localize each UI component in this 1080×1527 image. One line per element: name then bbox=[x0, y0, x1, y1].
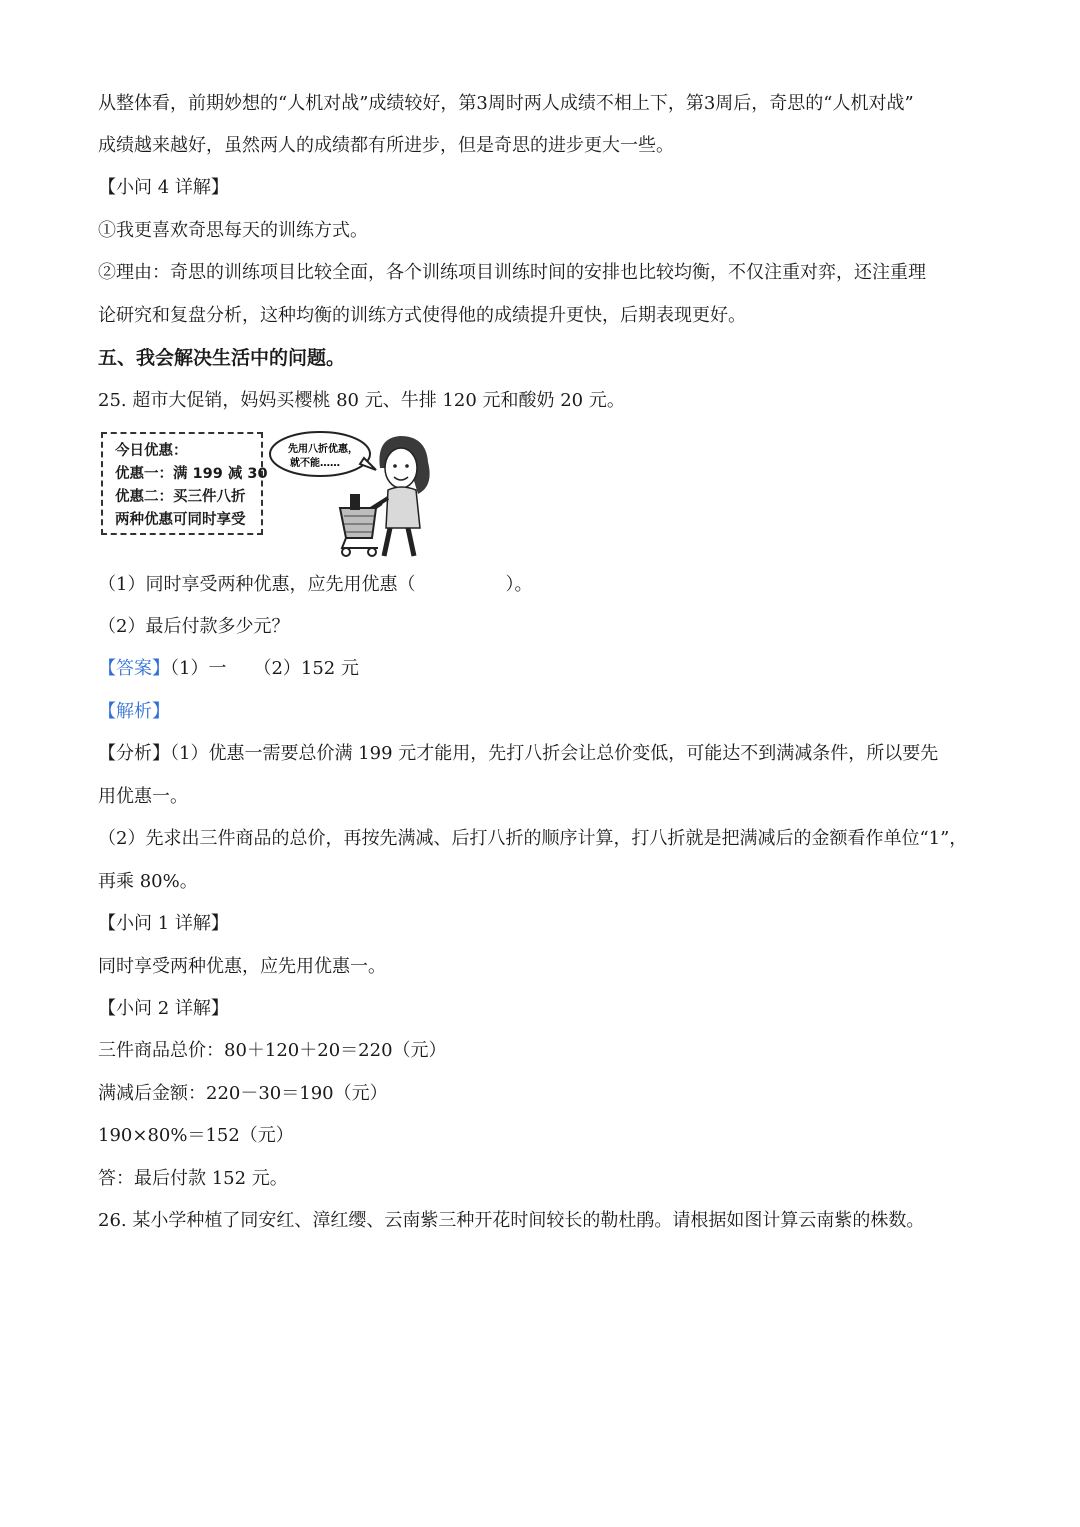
calculation-line: 满减后金额：220－30＝190（元） bbox=[98, 1083, 388, 1104]
sub-question-title: 【小问 2 详解】 bbox=[98, 998, 229, 1019]
promotion-notice bbox=[101, 432, 268, 535]
analysis-line bbox=[98, 742, 938, 766]
question-stem: 25. 超市大促销，妈妈买樱桃 80 元、牛排 120 元和酸奶 20 元。 bbox=[98, 390, 625, 411]
section-heading: 五、我会解决生活中的问题。 bbox=[98, 347, 346, 369]
sub-question-title: 【小问 1 详解】 bbox=[98, 913, 229, 934]
analysis-line: 用优惠一。 bbox=[98, 786, 188, 807]
calculation-line: 190×80%＝152（元） bbox=[98, 1125, 294, 1146]
final-answer: 答：最后付款 152 元。 bbox=[98, 1168, 288, 1189]
analysis-text: （1）优惠一需要总价满 199 元才能用，先打八折会让总价变低，可能达不到满减条件，所以要先 bbox=[170, 743, 939, 764]
woman-figure bbox=[366, 436, 430, 556]
shopper-illustration bbox=[268, 428, 438, 563]
analysis-label: 【解析】 bbox=[98, 701, 170, 722]
answer-line bbox=[98, 657, 359, 681]
analysis-tag: 【分析】 bbox=[98, 743, 170, 764]
promotion-line: 优惠一：满 199 减 30 bbox=[115, 466, 268, 482]
speech-bubble bbox=[270, 432, 376, 476]
promotion-line: 两种优惠可同时享受 bbox=[115, 512, 246, 528]
calculation-line: 三件商品总价：80＋120＋20＝220（元） bbox=[98, 1040, 447, 1061]
answer-line: ①我更喜欢奇思每天的训练方式。 bbox=[98, 220, 368, 241]
answer-line: ②理由：奇思的训练项目比较全面，各个训练项目训练时间的安排也比较均衡，不仅注重对弈，还注重理 bbox=[98, 262, 926, 283]
analysis-line: （2）先求出三件商品的总价，再按先满减、后打八折的顺序计算，打八折就是把满减后的金额看作单位“1”， bbox=[98, 828, 968, 849]
paragraph-line: 成绩越来越好，虽然两人的成绩都有所进步，但是奇思的进步更大一些。 bbox=[98, 135, 674, 156]
answer-text: （1）一 （2）152 元 bbox=[170, 658, 359, 679]
sub-question: （2）最后付款多少元？ bbox=[98, 616, 290, 637]
promotion-title: 今日优惠： bbox=[115, 443, 188, 459]
question-stem: 26. 某小学种植了同安红、漳红缨、云南紫三种开花时间较长的勒杜鹃。请根据如图计算云南紫的株数。 bbox=[98, 1210, 925, 1231]
answer-line: 论研究和复盘分析，这种均衡的训练方式使得他的成绩提升更快，后期表现更好。 bbox=[98, 305, 746, 326]
answer-line: 同时享受两种优惠，应先用优惠一。 bbox=[98, 956, 386, 977]
analysis-line: 再乘 80%。 bbox=[98, 871, 198, 892]
shopping-cart bbox=[340, 494, 382, 556]
promotion-line: 优惠二：买三件八折 bbox=[115, 489, 246, 505]
sub-question: （1）同时享受两种优惠，应先用优惠（ ）。 bbox=[98, 574, 533, 595]
paragraph-line: 从整体看，前期妙想的“人机对战”成绩较好，第3周时两人成绩不相上下，第3周后，奇思的“人机对战” bbox=[98, 93, 914, 114]
bubble-text: 就不能…… bbox=[290, 458, 340, 469]
sub-question-title: 【小问 4 详解】 bbox=[98, 177, 229, 198]
answer-label: 【答案】 bbox=[98, 658, 170, 679]
bubble-text: 先用八折优惠， bbox=[288, 444, 358, 455]
